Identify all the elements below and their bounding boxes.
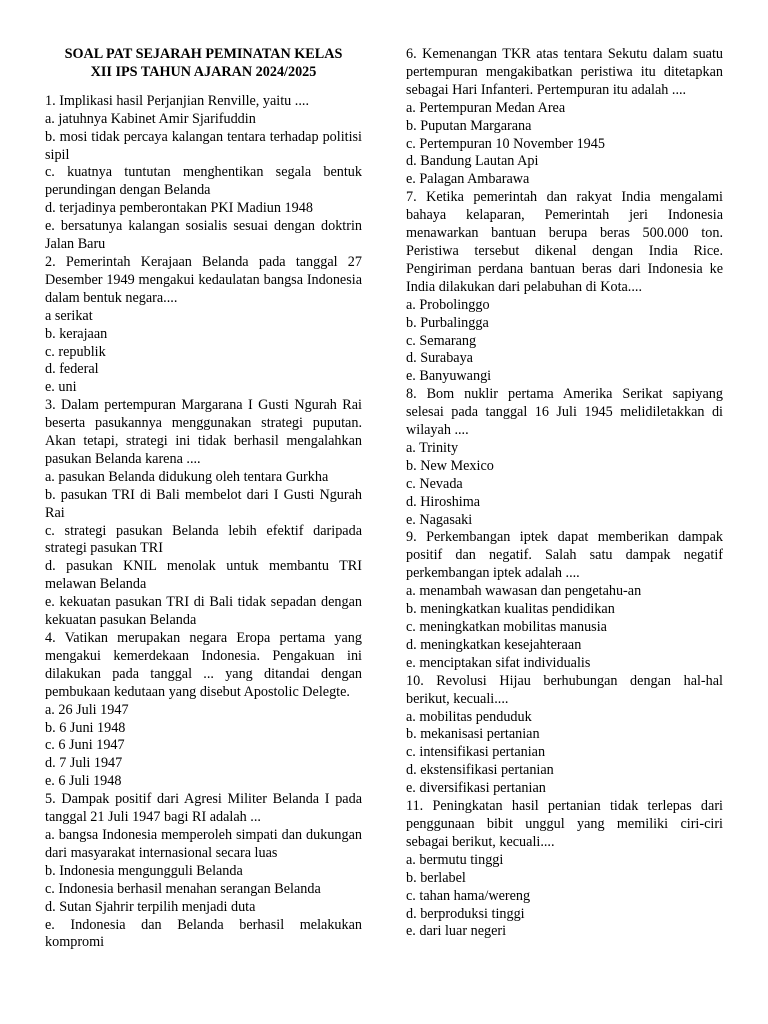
question-text: 4. Vatikan merupakan negara Eropa pertama yang mengakui kemerdekaan Indonesia. Pengakuan ini dilakukan pada tanggal ... yang ditandai dengan pembukaan kedutaan yang disebut Apostolic Delegte. xyxy=(45,630,362,700)
question-text: 10. Revolusi Hijau berhubungan dengan hal-hal berikut, kecuali.... xyxy=(406,672,723,707)
answer-option: d. ekstensifikasi pertanian xyxy=(406,762,554,779)
answer-option: c. republik xyxy=(45,343,106,360)
answer-option: a serikat xyxy=(45,307,93,324)
answer-option: d. Sutan Sjahrir terpilih menjadi duta xyxy=(45,898,256,915)
answer-option: a. jatuhnya Kabinet Amir Sjarifuddin xyxy=(45,110,256,127)
title-line-1: SOAL PAT SEJARAH PEMINATAN KELAS xyxy=(64,46,343,62)
answer-option: a. pasukan Belanda didukung oleh tentara Gurkha xyxy=(45,468,329,485)
question-text: 8. Bom nuklir pertama Amerika Serikat sapiyang selesai pada tanggal 16 Juli 1945 melidiletakkan di wilayah .... xyxy=(406,386,723,439)
answer-option: c. intensifikasi pertanian xyxy=(406,744,546,761)
answer-option: e. uni xyxy=(45,379,77,396)
answer-option: d. pasukan KNIL menolak untuk membantu TRI melawan Belanda xyxy=(45,558,362,593)
title-line-2: XII IPS TAHUN AJARAN 2024/2025 xyxy=(90,63,317,80)
question-block xyxy=(45,630,362,791)
answer-option: c. 6 Juni 1947 xyxy=(45,737,125,754)
answer-option: a. bermutu tinggi xyxy=(406,851,504,868)
answer-option: a. menambah wawasan dan pengetahu-an xyxy=(406,583,642,600)
answer-option: c. tahan hama/wereng xyxy=(406,887,531,904)
answer-option: b. Purbalingga xyxy=(406,314,489,331)
answer-option: b. 6 Juni 1948 xyxy=(45,719,126,736)
question-block xyxy=(406,529,723,672)
answer-option: c. meningkatkan mobilitas manusia xyxy=(406,619,607,635)
answer-option: c. Nevada xyxy=(406,475,463,492)
answer-option: e. kekuatan pasukan TRI di Bali tidak sepadan dengan kekuatan pasukan Belanda xyxy=(45,594,362,629)
question-text: 9. Perkembangan iptek dapat memberikan dampak positif dan negatif. Salah satu dampak negatif perkembangan iptek adalah .... xyxy=(406,529,723,582)
question-block xyxy=(45,93,362,254)
answer-option: a. bangsa Indonesia memperoleh simpati dan dukungan dari masyarakat internasional secara luas xyxy=(45,826,362,861)
answer-option: b. Puputan Margarana xyxy=(406,117,532,134)
question-block xyxy=(406,386,723,529)
question-block xyxy=(45,397,362,630)
answer-option: e. 6 Juli 1948 xyxy=(45,773,122,790)
question-block xyxy=(406,46,723,189)
answer-option: c. kuatnya tuntutan menghentikan segala bentuk perundingan dengan Belanda xyxy=(45,164,362,199)
question-text: 5. Dampak positif dari Agresi Militer Belanda I pada tanggal 21 Juli 1947 bagi RI adalah ... xyxy=(45,791,362,826)
answer-option: e. diversifikasi pertanian xyxy=(406,780,546,797)
answer-option: b. pasukan TRI di Bali membelot dari I Gusti Ngurah Rai xyxy=(45,486,362,521)
answer-option: a. Pertempuran Medan Area xyxy=(406,99,566,116)
answer-option: a. mobilitas penduduk xyxy=(406,708,532,725)
question-text: 1. Implikasi hasil Perjanjian Renville, yaitu .... xyxy=(45,92,309,109)
right-column xyxy=(406,46,723,941)
answer-option: b. kerajaan xyxy=(45,325,108,342)
page-title xyxy=(45,46,362,82)
answer-option: c. Pertempuran 10 November 1945 xyxy=(406,135,605,152)
answer-option: d. Bandung Lautan Api xyxy=(406,153,539,170)
answer-option: c. strategi pasukan Belanda lebih efektif daripada strategi pasukan TRI xyxy=(45,522,362,557)
answer-option: e. Nagasaki xyxy=(406,511,473,528)
answer-option: b. mosi tidak percaya kalangan tentara terhadap politisi sipil xyxy=(45,128,362,163)
answer-option: b. meningkatkan kualitas pendidikan xyxy=(406,601,615,618)
question-list-right xyxy=(406,46,723,941)
question-text: 3. Dalam pertempuran Margarana I Gusti Ngurah Rai beserta pasukannya menggunakan strategi puputan. Akan tetapi, strategi ini tidak berhasil mengalahkan pasukan Belanda karena .... xyxy=(45,397,362,467)
question-text: 6. Kemenangan TKR atas tentara Sekutu dalam suatu pertempuran mengakibatkan peristiwa itu ditetapkan sebagai Hari Infanteri. Pertempuran itu adalah .... xyxy=(406,46,723,98)
answer-option: e. Banyuwangi xyxy=(406,368,492,385)
answer-option: a. Trinity xyxy=(406,439,459,456)
left-column xyxy=(45,46,362,952)
question-text: 2. Pemerintah Kerajaan Belanda pada tanggal 27 Desember 1949 mengakui kedaulatan bangsa Indonesia dalam bentuk negara.... xyxy=(45,253,362,306)
answer-option: d. terjadinya pemberontakan PKI Madiun 1948 xyxy=(45,200,313,217)
question-block xyxy=(406,673,723,798)
answer-option: c. Indonesia berhasil menahan serangan Belanda xyxy=(45,880,321,897)
answer-option: c. Semarang xyxy=(406,332,477,349)
answer-option: d. meningkatkan kesejahteraan xyxy=(406,636,582,653)
answer-option: a. 26 Juli 1947 xyxy=(45,701,129,718)
answer-option: d. 7 Juli 1947 xyxy=(45,755,123,772)
question-list-left xyxy=(45,93,362,953)
answer-option: b. berlabel xyxy=(406,869,466,886)
answer-option: b. Indonesia mengungguli Belanda xyxy=(45,862,243,879)
question-text: 11. Peningkatan hasil pertanian tidak terlepas dari penggunaan bibit unggul yang memiliki ciri-ciri sebagai berikut, kecuali.... xyxy=(406,798,723,850)
answer-option: e. Palagan Ambarawa xyxy=(406,171,530,188)
question-block xyxy=(406,189,723,386)
answer-option: e. bersatunya kalangan sosialis sesuai dengan doktrin Jalan Baru xyxy=(45,218,362,253)
question-text: 7. Ketika pemerintah dan rakyat India mengalami bahaya kelaparan, Pemerintah jeri Indonesia menawarkan bantuan berupa beras 500.000 ton. Peristiwa tersebut dikenal dengan India Rice. Pengiriman perdana bantuan beras dari Indonesia ke India dilakukan dari pelabuhan di Kota.... xyxy=(406,189,723,295)
answer-option: d. Surabaya xyxy=(406,350,473,367)
answer-option: e. Indonesia dan Belanda berhasil melakukan kompromi xyxy=(45,916,362,951)
question-block xyxy=(45,254,362,397)
question-block xyxy=(45,791,362,952)
answer-option: e. dari luar negeri xyxy=(406,923,507,940)
answer-option: e. menciptakan sifat individualis xyxy=(406,654,591,671)
answer-option: d. berproduksi tinggi xyxy=(406,905,525,922)
answer-option: b. mekanisasi pertanian xyxy=(406,726,540,743)
answer-option: d. federal xyxy=(45,361,99,378)
question-block xyxy=(406,798,723,941)
answer-option: b. New Mexico xyxy=(406,457,494,474)
answer-option: d. Hiroshima xyxy=(406,493,481,510)
answer-option: a. Probolinggo xyxy=(406,296,490,313)
